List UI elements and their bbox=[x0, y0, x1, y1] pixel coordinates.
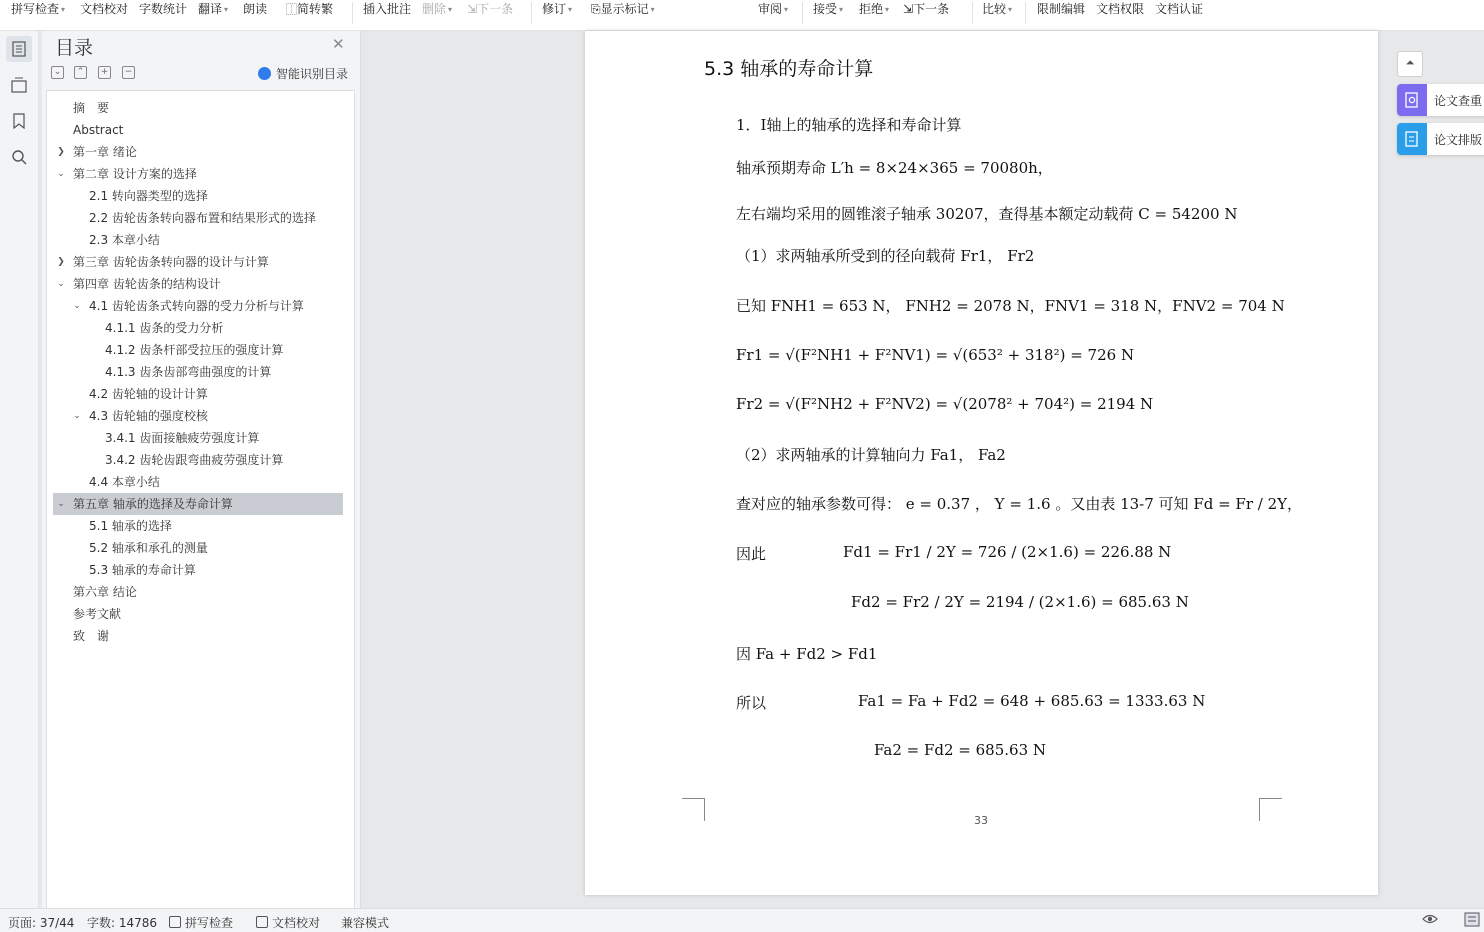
collapse-all-icon[interactable]: ⌄ bbox=[51, 66, 64, 79]
toc-item[interactable]: 4.1.1 齿条的受力分析 bbox=[105, 321, 224, 335]
toc-list bbox=[46, 90, 355, 910]
toc-item[interactable]: 2.2 齿轮齿条转向器布置和结果形式的选择 bbox=[89, 211, 316, 225]
toc-item[interactable]: 摘 要 bbox=[73, 101, 110, 115]
toc-item[interactable]: ⌄ 第四章 齿轮齿条的结构设计 bbox=[53, 273, 343, 295]
formula-line: Fa1 = Fa + Fd2 = 648 + 685.63 = 1333.63 N bbox=[858, 692, 1206, 710]
doc-line: （2）求两轴承的计算轴向力 Fa1， Fa2 bbox=[736, 446, 1006, 464]
next-change-icon: ⇲ bbox=[903, 2, 914, 16]
search-icon bbox=[11, 149, 27, 165]
toc-item[interactable]: 5.3 轴承的寿命计算 bbox=[89, 563, 196, 577]
toc-panel bbox=[42, 31, 361, 908]
paper-format-card[interactable]: 论文排版 bbox=[1397, 123, 1484, 155]
proofread-icon bbox=[256, 916, 268, 928]
toc-item[interactable]: ⌄ 4.3 齿轮轴的强度校核 bbox=[53, 405, 343, 427]
track-changes-button[interactable]: 修订 ▾ bbox=[542, 2, 573, 16]
doc-line: 因 Fa + Fd2 > Fd1 bbox=[736, 645, 878, 663]
compat-mode-label: 兼容模式 bbox=[341, 916, 390, 930]
toc-item[interactable]: 致 谢 bbox=[73, 629, 110, 643]
chevron-right-icon[interactable]: ❯ bbox=[57, 147, 65, 157]
review-toolbar bbox=[0, 0, 1484, 31]
toc-item[interactable]: ❯ 第一章 绪论 bbox=[53, 141, 343, 163]
proofread-status[interactable]: 文档校对 bbox=[256, 914, 320, 931]
next-change-button[interactable]: ⇲下一条 bbox=[903, 2, 950, 16]
toc-item[interactable]: Abstract bbox=[73, 123, 124, 137]
plagiarism-check-card[interactable]: 论文查重 bbox=[1397, 84, 1484, 116]
toc-item[interactable]: ⌄ 4.1 齿轮齿条式转向器的受力分析与计算 bbox=[53, 295, 343, 317]
toc-icon bbox=[12, 41, 26, 57]
page-number: 33 bbox=[974, 814, 988, 827]
left-rail bbox=[0, 31, 39, 908]
toc-item[interactable]: 4.2 齿轮轴的设计计算 bbox=[89, 387, 208, 401]
doc-line: 查对应的轴承参数可得： e = 0.37 ， Y = 1.6 。又由表 13-7 可知 Fd = Fr / 2Y， bbox=[736, 495, 1303, 513]
formula-line: Fr2 = √(F²NH2 + F²NV2) = √(2078² + 704²) = 2194 N bbox=[736, 395, 1154, 413]
spell-check-status[interactable]: 拼写检查 bbox=[169, 914, 233, 931]
markup-icon: ⎘ bbox=[591, 2, 601, 16]
convert-icon: ⿰ bbox=[286, 3, 297, 16]
sections-button[interactable] bbox=[6, 72, 32, 98]
toc-item-selected[interactable]: ⌄ 第五章 轴承的选择及寿命计算 bbox=[53, 493, 343, 515]
accept-button[interactable]: 接受 ▾ bbox=[813, 2, 844, 16]
formula-line: Fd2 = Fr2 / 2Y = 2194 / (2×1.6) = 685.63 N bbox=[851, 593, 1189, 611]
search-doc-icon bbox=[1397, 84, 1427, 116]
close-icon[interactable]: ✕ bbox=[332, 35, 345, 53]
doc-line: 轴承预期寿命 L′h = 8×24×365 = 70080h， bbox=[736, 159, 1053, 177]
format-doc-icon bbox=[1397, 123, 1427, 155]
review-dropdown[interactable]: 审阅 ▾ bbox=[758, 2, 789, 16]
toc-item[interactable]: 4.4 本章小结 bbox=[89, 475, 160, 489]
word-count-status[interactable]: 字数: 14786 bbox=[87, 916, 158, 930]
chevron-down-icon[interactable]: ⌄ bbox=[57, 169, 65, 179]
toc-item[interactable]: 2.3 本章小结 bbox=[89, 233, 160, 247]
chevron-right-icon[interactable]: ❯ bbox=[57, 257, 65, 267]
toc-item[interactable]: 第六章 结论 bbox=[73, 585, 137, 599]
doc-line: （1）求两轴承所受到的径向载荷 Fr1， Fr2 bbox=[736, 247, 1035, 265]
toc-item[interactable]: 5.1 轴承的选择 bbox=[89, 519, 172, 533]
doc-permission-button[interactable]: 文档权限 bbox=[1096, 2, 1145, 16]
doc-line: 1．Ⅰ轴上的轴承的选择和寿命计算 bbox=[736, 116, 962, 134]
page-view-icon[interactable] bbox=[1464, 912, 1480, 930]
simp-to-trad-button[interactable]: ⿰简转繁 bbox=[286, 2, 334, 16]
toc-title: 目录 bbox=[55, 37, 94, 59]
document-page[interactable] bbox=[585, 31, 1378, 895]
insert-comment-button[interactable]: 插入批注 bbox=[363, 2, 412, 16]
read-aloud-button[interactable]: 朗读 bbox=[243, 2, 268, 16]
toc-item[interactable]: ⌄ 第二章 设计方案的选择 bbox=[53, 163, 343, 185]
bookmark-button[interactable] bbox=[6, 108, 32, 134]
show-markup-button[interactable]: ⎘显示标记 ▾ bbox=[591, 2, 655, 16]
doc-line: 已知 FNH1 = 653 N， FNH2 = 2078 N，FNV1 = 318 N，FNV2 = 704 N bbox=[736, 297, 1285, 315]
formula-line: Fa2 = Fd2 = 685.63 N bbox=[874, 741, 1047, 759]
chevron-down-icon[interactable]: ⌄ bbox=[57, 499, 65, 509]
eye-protect-icon[interactable] bbox=[1422, 912, 1438, 929]
formula-line: Fd1 = Fr1 / 2Y = 726 / (2×1.6) = 226.88 N bbox=[843, 543, 1172, 561]
next-comment-button[interactable]: ⇲下一条 bbox=[467, 2, 514, 16]
toc-item[interactable]: ❯ 第三章 齿轮齿条转向器的设计与计算 bbox=[53, 251, 343, 273]
ai-icon bbox=[258, 67, 271, 80]
toc-item[interactable]: 3.4.2 齿轮齿跟弯曲疲劳强度计算 bbox=[105, 453, 284, 467]
collapse-up-icon[interactable]: ⏶ bbox=[1397, 51, 1423, 77]
toc-item[interactable]: 5.2 轴承和承孔的测量 bbox=[89, 541, 208, 555]
next-icon: ⇲ bbox=[467, 2, 478, 16]
doc-proofread-button[interactable]: 文档校对 bbox=[80, 2, 129, 16]
formula-line: Fr1 = √(F²NH1 + F²NV1) = √(653² + 318²) = 726 N bbox=[736, 346, 1135, 364]
add-heading-icon[interactable]: + bbox=[98, 66, 111, 79]
toc-item[interactable]: 4.1.3 齿条齿部弯曲强度的计算 bbox=[105, 365, 272, 379]
sections-icon bbox=[11, 77, 27, 93]
doc-certify-button[interactable]: 文档认证 bbox=[1155, 2, 1204, 16]
spell-check-button[interactable]: 拼写检查 ▾ bbox=[11, 2, 66, 16]
toc-item[interactable]: 3.4.1 齿面接触疲劳强度计算 bbox=[105, 431, 260, 445]
page-indicator[interactable]: 页面: 37/44 bbox=[8, 916, 75, 930]
doc-line: 因此 bbox=[736, 545, 767, 563]
expand-up-icon[interactable]: ⌃ bbox=[74, 66, 87, 79]
toc-panel-button[interactable] bbox=[6, 36, 32, 62]
remove-heading-icon[interactable]: − bbox=[122, 66, 135, 79]
toc-item[interactable]: 4.1.2 齿条杆部受拉压的强度计算 bbox=[105, 343, 284, 357]
right-rail bbox=[1392, 31, 1484, 908]
doc-line: 左右端均采用的圆锥滚子轴承 30207，查得基本额定动载荷 C = 54200 N bbox=[736, 205, 1238, 223]
word-count-button[interactable]: 字数统计 bbox=[139, 2, 188, 16]
doc-line: 所以 bbox=[736, 694, 767, 712]
toc-item[interactable]: 参考文献 bbox=[73, 607, 122, 621]
bookmark-icon bbox=[13, 113, 25, 129]
search-button[interactable] bbox=[6, 144, 32, 170]
chevron-down-icon[interactable]: ⌄ bbox=[73, 301, 81, 311]
toc-item[interactable]: 2.1 转向器类型的选择 bbox=[89, 189, 208, 203]
restrict-edit-button[interactable]: 限制编辑 bbox=[1037, 2, 1086, 16]
section-heading: 5.3 轴承的寿命计算 bbox=[704, 58, 874, 80]
crop-mark bbox=[682, 798, 705, 821]
status-bar bbox=[0, 908, 1484, 932]
reject-button[interactable]: 拒绝 ▾ bbox=[859, 2, 890, 16]
checkbox-icon bbox=[169, 916, 181, 928]
translate-button[interactable]: 翻译 ▾ bbox=[198, 2, 229, 16]
compare-button[interactable]: 比较 ▾ bbox=[982, 2, 1013, 16]
chevron-down-icon[interactable]: ⌄ bbox=[73, 411, 81, 421]
crop-mark bbox=[1259, 798, 1282, 821]
delete-comment-button[interactable]: 删除 ▾ bbox=[422, 2, 453, 16]
smart-toc-button[interactable]: 智能识别目录 bbox=[258, 65, 348, 82]
chevron-down-icon[interactable]: ⌄ bbox=[57, 279, 65, 289]
